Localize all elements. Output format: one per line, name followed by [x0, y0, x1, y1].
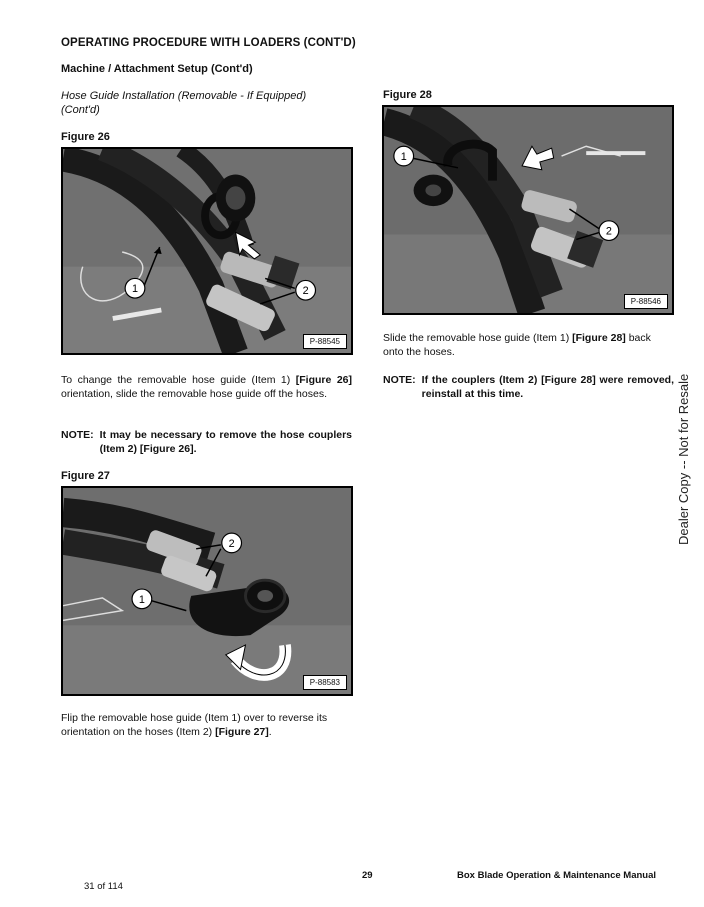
paragraph-figure-27-text2: .: [268, 726, 272, 738]
figure-28-callout-1: 1: [400, 150, 407, 163]
figure-28-photo: [382, 105, 674, 315]
note-figure-26-text: It may be necessary to remove the hose couplers (Item 2) [Figure 26].: [99, 429, 352, 455]
figure-26-label: Figure 26: [61, 131, 110, 143]
paragraph-figure-28-text2: back onto the hoses.: [383, 332, 651, 358]
manual-title: Box Blade Operation & Maintenance Manual: [457, 870, 657, 881]
note-figure-28: [383, 373, 674, 401]
figure-26-callout-2: 2: [302, 285, 309, 298]
topic-title-line1: Hose Guide Installation (Removable - If Equipped): [61, 90, 307, 102]
figure-27-photo: [61, 486, 353, 696]
section-title: OPERATING PROCEDURE WITH LOADERS (CONT'D): [61, 37, 356, 49]
figure-27-label: Figure 27: [61, 470, 110, 482]
paragraph-figure-28-text1: Slide the removable hose guide (Item 1): [383, 332, 573, 344]
figure-26-photo: [61, 147, 353, 355]
paragraph-figure-27: [61, 711, 352, 739]
paragraph-figure-28: [383, 331, 674, 359]
page-number: 29: [362, 870, 373, 881]
figure-28-callout-2: 2: [605, 225, 612, 238]
paragraph-figure-27-text1: Flip the removable hose guide (Item 1) over to reverse its orientation on the hoses (Item 2): [61, 712, 328, 738]
paragraph-figure-28-ref: [Figure 28]: [572, 332, 626, 344]
figure-27-callout-2: 2: [228, 537, 235, 550]
paragraph-figure-26-text2: orientation, slide the removable hose guide off the hoses.: [61, 388, 327, 400]
dealer-copy-watermark: Dealer Copy -- Not for Resale: [676, 373, 691, 545]
paragraph-figure-26-ref: [Figure 26]: [295, 374, 352, 386]
note-figure-28-text: If the couplers (Item 2) [Figure 28] were removed, reinstall at this time.: [421, 374, 674, 400]
note-figure-26-label: NOTE:: [61, 429, 94, 441]
paragraph-figure-26: [61, 373, 352, 401]
figure-28-label: Figure 28: [383, 89, 432, 101]
note-figure-28-label: NOTE:: [383, 374, 416, 386]
page-count: 31 of 114: [84, 881, 123, 892]
figure-26-code: P-88545: [303, 334, 347, 349]
figure-28-illustration: [384, 107, 672, 313]
paragraph-figure-26-text1: To change the removable hose guide (Item 1): [61, 374, 296, 386]
subsection-title: Machine / Attachment Setup (Cont'd): [61, 63, 253, 75]
figure-27-illustration: [63, 488, 351, 694]
figure-26-callout-1: 1: [131, 283, 139, 296]
note-figure-26: [61, 428, 352, 456]
paragraph-figure-27-ref: [Figure 27]: [215, 726, 269, 738]
figure-27-callout-1: 1: [138, 593, 145, 606]
figure-28-code: P-88546: [624, 294, 668, 309]
figure-26-illustration: [63, 149, 351, 353]
topic-title-line2: (Cont'd): [61, 104, 100, 116]
figure-27-code: P-88583: [303, 675, 347, 690]
topic-title: [61, 89, 361, 117]
